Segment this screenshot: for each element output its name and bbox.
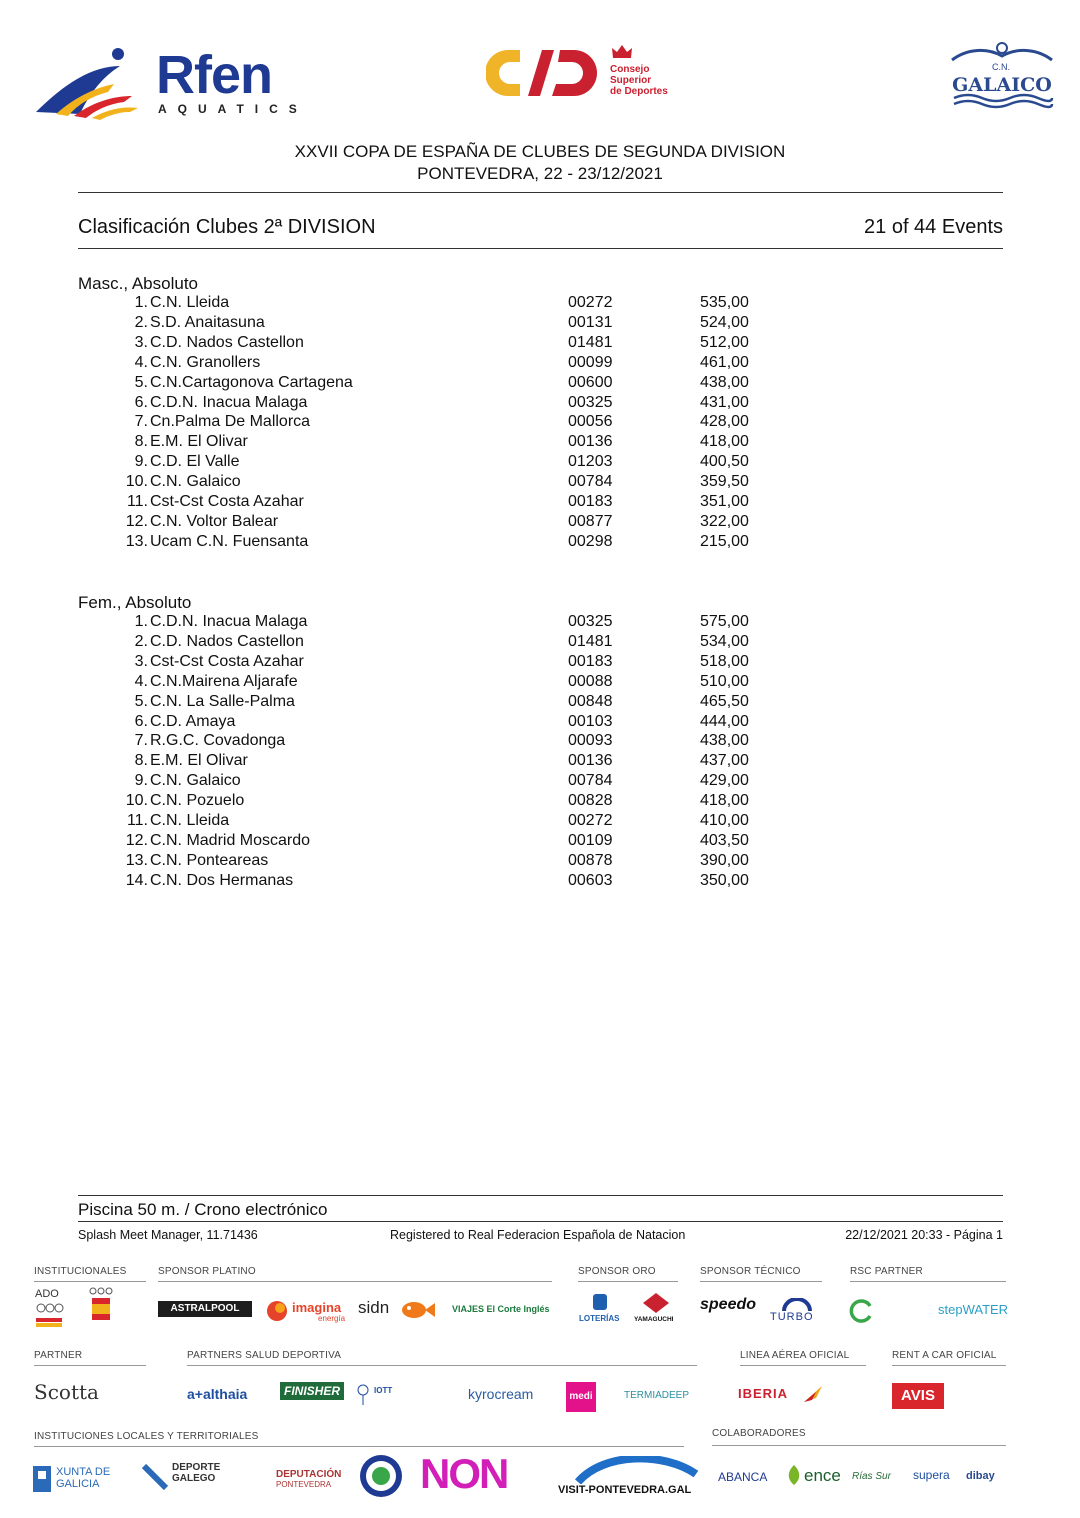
sidn-logo: sidn [358, 1298, 390, 1317]
club-code-cell: 00088 [568, 672, 613, 690]
club-code-cell: 00325 [568, 613, 613, 630]
club-code-cell: 00828 [568, 792, 613, 810]
rank-cell: 4. [134, 353, 148, 371]
club-code-cell: 00600 [568, 373, 613, 391]
club-name-cell: S.D. Anaitasuna [150, 313, 265, 331]
header-divider [78, 192, 1003, 193]
rank-cell: 7. [134, 413, 148, 431]
cn-galaico-logo [948, 40, 1056, 110]
club-code-cell: 00272 [568, 294, 613, 311]
cat-rule [712, 1445, 1006, 1446]
rank-cell: 3. [134, 652, 148, 670]
stepwater-logo: stepWATER [938, 1302, 1009, 1317]
table-row [0, 374, 1080, 394]
turbo-logo: TURBO [770, 1311, 814, 1323]
ence-logo: ence [804, 1466, 841, 1485]
rank-cell: 12. [125, 831, 148, 849]
club-code-cell: 00183 [568, 493, 613, 510]
speedo-logo: speedo [700, 1296, 757, 1313]
points-cell: 510,00 [700, 672, 749, 690]
turbo-arc-icon [782, 1298, 812, 1312]
cat-institucionales: INSTITUCIONALES [34, 1266, 127, 1277]
cat-rule [700, 1281, 822, 1282]
astralpool-logo: ASTRALPOOL [158, 1301, 252, 1317]
table-row [0, 772, 1080, 792]
table-row [0, 354, 1080, 374]
cat-rule [892, 1365, 1006, 1366]
points-cell: 400,50 [700, 453, 749, 471]
club-code-cell: 00603 [568, 871, 613, 889]
cat-platino: SPONSOR PLATINO [158, 1266, 256, 1277]
avis-logo: AVIS [892, 1383, 944, 1409]
section-heading-fem: Fem., Absoluto [78, 593, 192, 612]
table-row [0, 433, 1080, 453]
loterias-icon [590, 1292, 610, 1312]
table-row [0, 413, 1080, 433]
rank-cell: 5. [134, 373, 148, 391]
club-name-cell: C.N. Dos Hermanas [150, 871, 294, 889]
points-cell: 512,00 [700, 333, 749, 351]
dibay-logo: dibay [966, 1470, 995, 1482]
cat-linea: LINEA AÉREA OFICIAL [740, 1350, 850, 1361]
rank-cell: 10. [125, 473, 148, 491]
table-row [0, 673, 1080, 693]
club-name-cell: C.N. Pozuelo [150, 792, 245, 810]
club-code-cell: 00136 [568, 752, 613, 770]
points-cell: 437,00 [700, 752, 749, 770]
points-cell: 429,00 [700, 772, 749, 790]
cat-rule [34, 1365, 146, 1366]
club-code-cell: 00093 [568, 732, 613, 750]
rank-cell: 1. [134, 613, 148, 630]
club-name-cell: Cst-Cst Costa Azahar [150, 652, 304, 670]
club-code-cell: 01481 [568, 632, 613, 650]
cat-rule [740, 1365, 866, 1366]
club-name-cell: C.N. Lleida [150, 812, 230, 829]
club-name-cell: C.N. Galaico [150, 772, 241, 790]
svg-text:ADO: ADO [35, 1288, 59, 1300]
supera-logo: supera [913, 1468, 950, 1482]
table-row [0, 752, 1080, 772]
footer-top-divider [78, 1195, 1003, 1196]
club-name-cell: C.N. Madrid Moscardo [150, 831, 311, 849]
cat-partner: PARTNER [34, 1350, 83, 1361]
club-name-cell: C.N. La Salle-Palma [150, 692, 295, 710]
club-code-cell: 00877 [568, 512, 613, 530]
club-name-cell: C.D. Nados Castellon [150, 632, 304, 650]
riassur-logo: Rías Sur [852, 1471, 891, 1482]
iberia-logo: IBERIA [738, 1386, 789, 1401]
cat-rsc: RSC PARTNER [850, 1266, 923, 1277]
table-row [0, 513, 1080, 533]
yamaguchi-logo: YAMAGUCHI [634, 1316, 674, 1323]
finisher-logo: FINISHER [280, 1382, 344, 1400]
club-name-cell: C.D. Nados Castellon [150, 333, 304, 351]
club-code-cell: 00099 [568, 353, 613, 371]
table-row [0, 334, 1080, 354]
csd-logo-text: Consejo Superior de Deportes [610, 64, 668, 97]
cat-oro: SPONSOR ORO [578, 1266, 656, 1277]
points-cell: 403,50 [700, 831, 749, 849]
ado-rings-icon [34, 1286, 68, 1334]
rfen-logo-sub: AQUATICS [158, 102, 308, 116]
coe-shield-icon [88, 1286, 114, 1334]
points-cell: 428,00 [700, 413, 749, 431]
points-cell: 575,00 [700, 613, 749, 630]
points-cell: 518,00 [700, 652, 749, 670]
aecc-icon [848, 1298, 874, 1324]
imagina-sub: energía [318, 1314, 346, 1323]
rank-cell: 6. [134, 712, 148, 730]
visit-pontevedra-arc-icon [574, 1456, 700, 1484]
medi-logo: medi [566, 1382, 596, 1412]
club-name-cell: E.M. El Olivar [150, 433, 248, 451]
club-code-cell: 00272 [568, 812, 613, 829]
points-cell: 350,00 [700, 871, 749, 889]
club-name-cell: C.N. Ponteareas [150, 851, 269, 869]
rank-cell: 14. [125, 871, 148, 889]
cat-tecnico: SPONSOR TÉCNICO [700, 1266, 801, 1277]
table-row [0, 812, 1080, 832]
points-cell: 390,00 [700, 851, 749, 869]
iberia-wing-icon [802, 1384, 824, 1404]
table-row [0, 872, 1080, 892]
rank-cell: 7. [134, 732, 148, 750]
table-row [0, 732, 1080, 752]
points-cell: 444,00 [700, 712, 749, 730]
cat-rule [187, 1365, 697, 1366]
ranking-subtitle: Clasificación Clubes 2ª DIVISION [78, 216, 376, 238]
club-name-cell: Ucam C.N. Fuensanta [150, 532, 309, 550]
table-row [0, 832, 1080, 852]
abanca-logo: ABANCA [718, 1470, 768, 1484]
ence-leaf-icon [786, 1464, 802, 1486]
club-code-cell: 00298 [568, 532, 613, 550]
club-code-cell: 00056 [568, 413, 613, 431]
points-cell: 535,00 [700, 294, 749, 311]
rank-cell: 13. [125, 532, 148, 550]
club-name-cell: C.D. Amaya [150, 712, 236, 730]
footer-divider [78, 1221, 1003, 1222]
table-row [0, 792, 1080, 812]
club-name-cell: C.N. Voltor Balear [150, 512, 279, 530]
club-name-cell: C.D.N. Inacua Malaga [150, 393, 308, 411]
rfen-aquatics-logo [34, 44, 308, 124]
club-code-cell: 00848 [568, 692, 613, 710]
club-name-cell: C.D. El Valle [150, 453, 240, 471]
cat-locales: INSTITUCIONES LOCALES Y TERRITORIALES [34, 1431, 259, 1442]
cat-rule [34, 1446, 684, 1447]
table-row [0, 533, 1080, 553]
rank-cell: 9. [134, 453, 148, 471]
fish-icon [398, 1300, 436, 1320]
loterias-logo: LOTERÍAS [579, 1314, 620, 1323]
non-logo: NON [420, 1450, 508, 1497]
termiadeep-logo: TERMIADEEP [624, 1390, 690, 1401]
points-cell: 215,00 [700, 532, 749, 550]
althaia-logo: a+althaia [187, 1386, 248, 1402]
cat-colaboradores: COLABORADORES [712, 1428, 806, 1439]
cat-rule [158, 1281, 552, 1282]
points-cell: 524,00 [700, 313, 749, 331]
rank-cell: 11. [126, 493, 148, 510]
rank-cell: 12. [125, 512, 148, 530]
table-row [0, 473, 1080, 493]
table-row [0, 453, 1080, 473]
club-code-cell: 00109 [568, 831, 613, 849]
subtitle-divider [78, 248, 1003, 249]
events-count: 21 of 44 Events [864, 216, 1003, 238]
pontevedra-badge-icon [358, 1453, 404, 1499]
points-cell: 418,00 [700, 433, 749, 451]
club-name-cell: Cn.Palma De Mallorca [150, 413, 311, 431]
pool-info: Piscina 50 m. / Crono electrónico [78, 1200, 328, 1219]
scotta-logo: Scotta [34, 1380, 99, 1404]
club-code-cell: 00325 [568, 393, 613, 411]
rank-cell: 9. [134, 772, 148, 790]
imagina-sun-icon [266, 1300, 288, 1322]
rank-cell: 6. [134, 393, 148, 411]
crown-icon [610, 42, 634, 60]
rank-cell: 13. [125, 851, 148, 869]
club-code-cell: 00103 [568, 712, 613, 730]
cat-salud: PARTNERS SALUD DEPORTIVA [187, 1350, 342, 1361]
rank-cell: 5. [134, 692, 148, 710]
imagina-logo: imagina [292, 1300, 342, 1315]
points-cell: 410,00 [700, 812, 749, 829]
visit-pontevedra-logo: VISIT-PONTEVEDRA.GAL [558, 1484, 692, 1496]
club-code-cell: 00878 [568, 851, 613, 869]
club-code-cell: 01481 [568, 333, 613, 351]
points-cell: 438,00 [700, 373, 749, 391]
yamaguchi-icon [642, 1292, 670, 1314]
xunta-logo: XUNTA DE GALICIA [56, 1466, 111, 1490]
rfen-logo-text: Rfen [156, 45, 272, 105]
meet-location-date: PONTEVEDRA, 22 - 23/12/2021 [417, 164, 663, 183]
meet-title: XXVII COPA DE ESPAÑA DE CLUBES DE SEGUNDA DIVISION [294, 142, 786, 161]
club-name-cell: R.G.C. Covadonga [150, 732, 286, 750]
rank-cell: 11. [126, 812, 148, 829]
csd-mark-icon [486, 40, 606, 106]
kyrocream-logo: kyrocream [468, 1386, 534, 1402]
rank-cell: 2. [134, 313, 148, 331]
rank-cell: 3. [134, 333, 148, 351]
xunta-shield-icon [32, 1465, 52, 1493]
club-code-cell: 00131 [568, 313, 613, 331]
points-cell: 322,00 [700, 512, 749, 530]
points-cell: 418,00 [700, 792, 749, 810]
points-cell: 351,00 [700, 493, 749, 510]
deputacion-logo: DEPUTACIÓN [276, 1469, 342, 1480]
iott-logo: IOTT [374, 1386, 393, 1395]
points-cell: 431,00 [700, 393, 749, 411]
cat-rule [34, 1281, 146, 1282]
iott-icon [356, 1384, 370, 1406]
points-cell: 359,50 [700, 473, 749, 491]
cat-rule [578, 1281, 678, 1282]
galaico-logo-text: GALAICO [952, 74, 1052, 96]
club-code-cell: 00784 [568, 772, 613, 790]
rank-cell: 2. [134, 632, 148, 650]
table-row [0, 314, 1080, 334]
rank-cell: 4. [134, 672, 148, 690]
table-row [0, 713, 1080, 733]
viajes-eci-logo: VIAJES El Corte Inglés [452, 1304, 550, 1314]
software-version: Splash Meet Manager, 11.71436 [78, 1228, 258, 1242]
table-row [0, 633, 1080, 653]
section-heading-masc: Masc., Absoluto [78, 274, 199, 293]
deporte-galego-logo: DEPORTE GALEGO [172, 1462, 221, 1484]
table-row [0, 852, 1080, 872]
club-name-cell: C.N.Cartagonova Cartagena [150, 373, 353, 391]
points-cell: 461,00 [700, 353, 749, 371]
deporte-galego-icon [142, 1462, 168, 1492]
deputacion-sub: PONTEVEDRA [276, 1480, 332, 1489]
club-code-cell: 00784 [568, 473, 613, 491]
rank-cell: 10. [125, 792, 148, 810]
club-name-cell: Cst-Cst Costa Azahar [150, 493, 304, 510]
rank-cell: 1. [134, 294, 148, 311]
cat-rule [850, 1281, 1006, 1282]
table-row [0, 653, 1080, 673]
registration-note: Registered to Real Federacion Española de Natacion [390, 1228, 686, 1242]
galaico-logo-top: C.N. [992, 62, 1010, 72]
club-name-cell: C.N. Galaico [150, 473, 241, 491]
table-row [0, 294, 1080, 314]
club-name-cell: C.N. Granollers [150, 353, 261, 371]
print-date-page: 22/12/2021 20:33 - Página 1 [845, 1228, 1003, 1242]
club-code-cell: 00136 [568, 433, 613, 451]
rank-cell: 8. [134, 433, 148, 451]
club-code-cell: 01203 [568, 453, 613, 471]
table-row [0, 394, 1080, 414]
cat-rent: RENT A CAR OFICIAL [892, 1350, 997, 1361]
table-row [0, 693, 1080, 713]
club-name-cell: C.N. Lleida [150, 294, 230, 311]
table-row [0, 613, 1080, 633]
points-cell: 534,00 [700, 632, 749, 650]
points-cell: 465,50 [700, 692, 749, 710]
club-name-cell: C.N.Mairena Aljarafe [150, 672, 298, 690]
csd-logo [486, 40, 686, 106]
table-row [0, 493, 1080, 513]
points-cell: 438,00 [700, 732, 749, 750]
club-name-cell: C.D.N. Inacua Malaga [150, 613, 308, 630]
club-code-cell: 00183 [568, 652, 613, 670]
club-name-cell: E.M. El Olivar [150, 752, 248, 770]
rank-cell: 8. [134, 752, 148, 770]
